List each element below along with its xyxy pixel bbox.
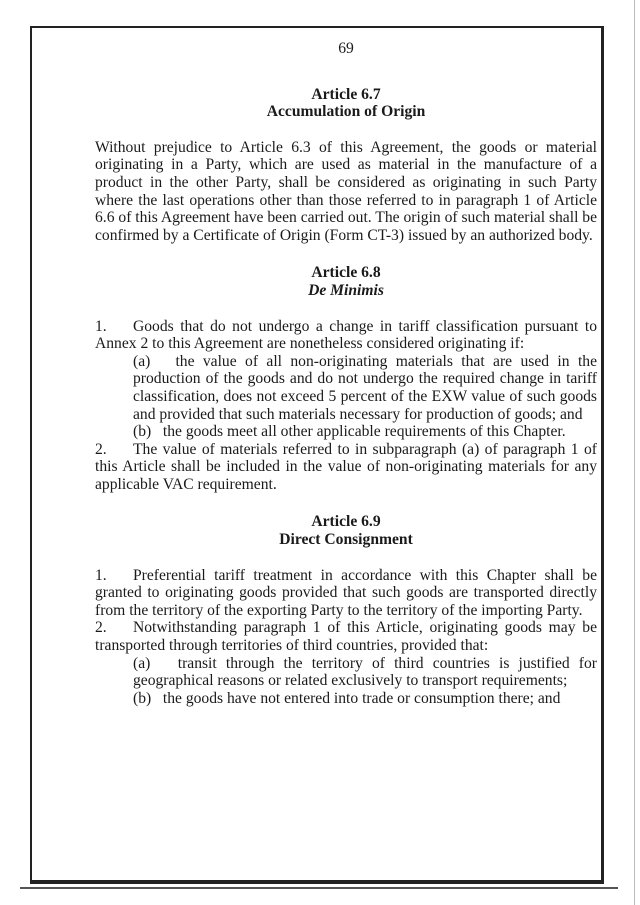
- article-6-9: [95, 513, 597, 707]
- article-6-8: [95, 264, 597, 493]
- document-body: [95, 40, 597, 707]
- article-6-9-paragraph-1: [95, 567, 597, 620]
- page-number: 69: [338, 40, 354, 57]
- article-6-8-subparagraph-a: (a) the value of all non-originating materials that are used in the production of the goods and do not undergo the required change in tariff classification, does not exceed 5 percent of the EXW value of such goods and provided that such materials necessary for production of goods; and: [133, 352, 597, 423]
- article-6-7: [95, 86, 597, 245]
- paragraph-text: Goods that do not undergo a change in tariff classification pursuant to Annex 2 to this Agreement are nonetheless considered originating if:: [95, 317, 597, 353]
- paragraph-number: 1.: [95, 566, 107, 584]
- article-6-7-text: Without prejudice to Article 6.3 of this Agreement, the goods or material originating in a Party, which are used as material in the manufacture of a product in the other Party, shall be considered as originating in such Party where the last operations other than those referred to in paragraph 1 of Article 6.6 of this Agreement have been carried out. The origin of such material shall be confirmed by a Certificate of Origin (Form CT-3) issued by an authorized body.: [95, 138, 598, 244]
- article-6-7-title: Article 6.7: [311, 85, 381, 103]
- article-6-9-subtitle: Direct Consignment: [279, 531, 413, 549]
- article-6-9-subparagraph-a: (a) transit through the territory of third countries is justified for geographical reasons or related exclusively to transport requirements;: [133, 654, 597, 690]
- article-6-8-paragraph-1: [95, 318, 597, 353]
- scan-edge-right: [634, 0, 635, 905]
- article-6-9-paragraph-2: [95, 619, 597, 654]
- article-6-8-title: Article 6.8: [311, 264, 381, 282]
- article-6-9-subparagraph-b: (b) the goods have not entered into trade or consumption there; and: [133, 689, 561, 707]
- article-6-8-subparagraph-b: (b) the goods meet all other applicable requirements of this Chapter.: [133, 423, 566, 441]
- paragraph-text: Preferential tariff treatment in accordance with this Chapter shall be granted to originating goods provided that such goods are transported directly from the territory of the exporting Party to the territory of the importing Party.: [95, 566, 597, 619]
- scan-edge-bottom: [20, 887, 618, 889]
- article-6-9-title: Article 6.9: [311, 513, 381, 531]
- article-6-7-subtitle: Accumulation of Origin: [266, 103, 426, 121]
- paragraph-number: 2.: [95, 440, 107, 458]
- paragraph-text: Notwithstanding paragraph 1 of this Article, originating goods may be transported through territories of third countries, provided that:: [95, 619, 597, 655]
- paragraph-text: The value of materials referred to in subparagraph (a) of paragraph 1 of this Article shall be included in the value of non-originating materials for any applicable VAC requirement.: [95, 440, 597, 493]
- paragraph-number: 2.: [95, 619, 107, 637]
- article-6-8-paragraph-2: [95, 441, 597, 494]
- article-6-8-subtitle: De Minimis: [308, 281, 384, 299]
- paragraph-number: 1.: [95, 317, 107, 335]
